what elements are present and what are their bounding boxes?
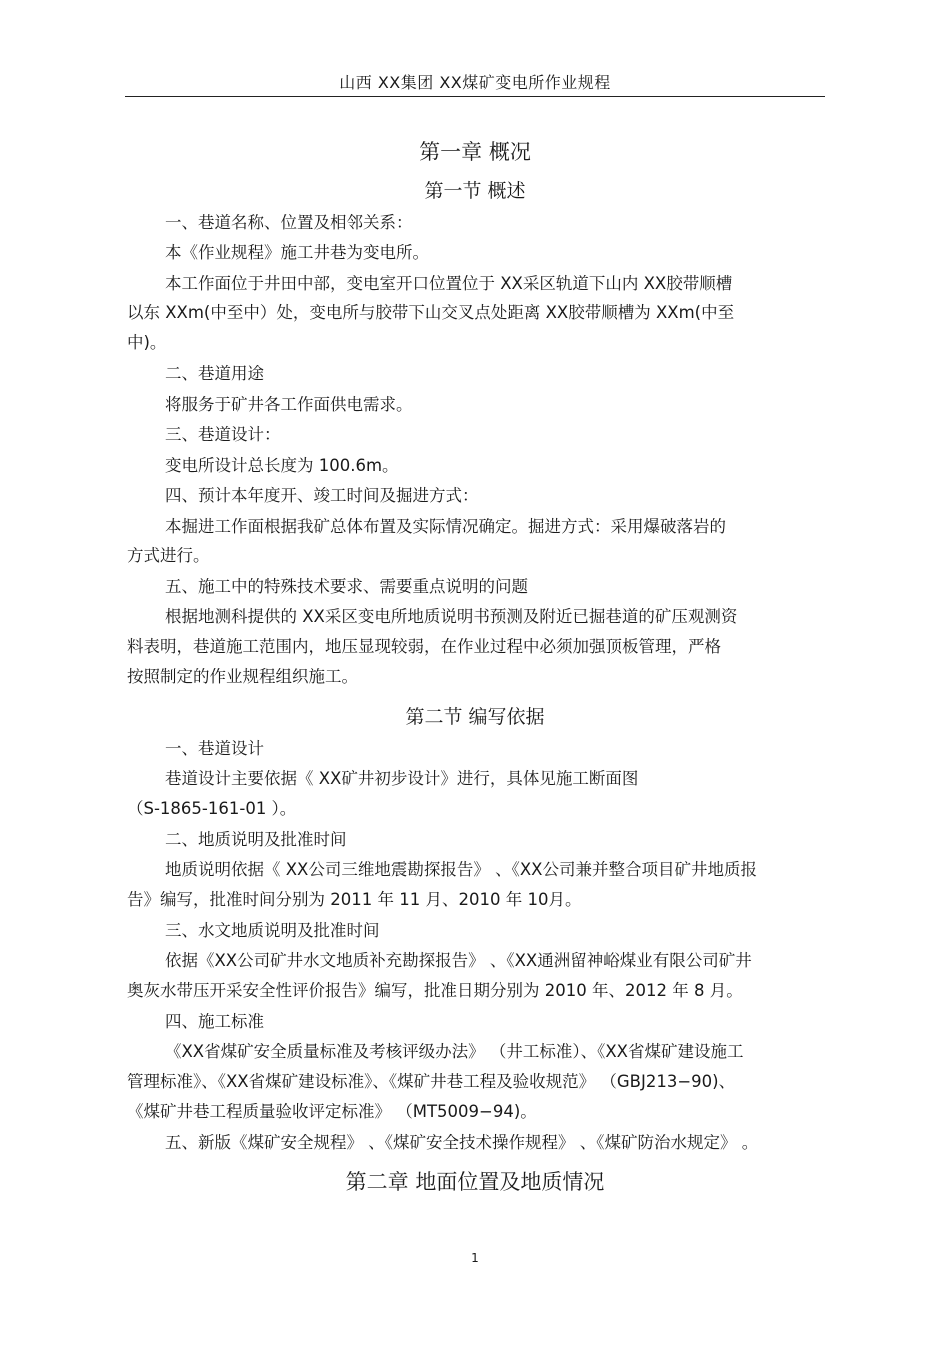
paragraph-line: 《煤矿井巷工程质量验收评定标准》 （MT5009−94)。 [127, 1102, 537, 1121]
heading-2-3: 三、水文地质说明及批准时间 [165, 921, 380, 940]
page-number: 1 [471, 1251, 479, 1265]
paragraph-line: 按照制定的作业规程组织施工。 [127, 667, 358, 686]
running-header: 山西 XX集团 XX煤矿变电所作业规程 [339, 73, 611, 92]
heading-1-5: 五、施工中的特殊技术要求、需要重点说明的问题 [165, 577, 528, 596]
paragraph-line: 变电所设计总长度为 100.6m。 [165, 456, 399, 475]
heading-2-2: 二、地质说明及批准时间 [165, 830, 347, 849]
heading-2-5: 五、新版《煤矿安全规程》 、《煤矿安全技术操作规程》 、《煤矿防治水规定》 。 [165, 1133, 759, 1152]
paragraph-line: 地质说明依据《 XX公司三维地震勘探报告》 、《XX公司兼并整合项目矿井地质报 [165, 860, 757, 879]
paragraph-line: 巷道设计主要依据《 XX矿井初步设计》进行，具体见施工断面图 [165, 769, 639, 788]
paragraph-line: 本《作业规程》施工井巷为变电所。 [165, 243, 429, 262]
paragraph-line: 《XX省煤矿安全质量标准及考核评级办法》 （井工标准）、《XX省煤矿建设施工 [165, 1042, 744, 1061]
chapter-1-title: 第一章 概况 [419, 140, 531, 164]
heading-1-1: 一、巷道名称、位置及相邻关系： [165, 213, 413, 232]
paragraph-line: 告》编写，批准时间分别为 2011 年 11 月、2010 年 10月。 [127, 890, 582, 909]
paragraph-line: 本掘进工作面根据我矿总体布置及实际情况确定。掘进方式：采用爆破落岩的 [165, 517, 726, 536]
heading-2-1: 一、巷道设计 [165, 739, 264, 758]
paragraph-line: 料表明，巷道施工范围内，地压显现较弱，在作业过程中必须加强顶板管理，严格 [127, 637, 721, 656]
heading-1-4: 四、预计本年度开、竣工时间及掘进方式： [165, 486, 479, 505]
paragraph-line: 方式进行。 [127, 546, 210, 565]
section-1-title: 第一节 概述 [424, 180, 526, 202]
paragraph-line: 以东 XXm(中至中）处，变电所与胶带下山交叉点处距离 XX胶带顺槽为 XXm(中至 [127, 303, 735, 322]
heading-1-2: 二、巷道用途 [165, 364, 264, 383]
header-rule [125, 96, 825, 97]
paragraph-line: 本工作面位于井田中部，变电室开口位置位于 XX采区轨道下山内 XX胶带顺槽 [165, 274, 733, 293]
paragraph-line: 依据《XX公司矿井水文地质补充勘探报告》 、《XX通洲留神峪煤业有限公司矿井 [165, 951, 752, 970]
heading-1-3: 三、巷道设计： [165, 425, 281, 444]
paragraph-line: 根据地测科提供的 XX采区变电所地质说明书预测及附近已掘巷道的矿压观测资 [165, 607, 738, 626]
paragraph-line: 将服务于矿井各工作面供电需求。 [165, 395, 413, 414]
paragraph-line: 管理标准》、《XX省煤矿建设标准》、《煤矿井巷工程及验收规范》 （GBJ213−90)、 [127, 1072, 736, 1091]
section-2-title: 第二节 编写依据 [405, 706, 545, 728]
paragraph-line: （S-1865-161-01 ）。 [127, 799, 297, 818]
heading-2-4: 四、施工标准 [165, 1012, 264, 1031]
paragraph-line: 中)。 [127, 333, 167, 352]
paragraph-line: 奥灰水带压开采安全性评价报告》编写，批准日期分别为 2010 年、2012 年 8 月。 [127, 981, 743, 1000]
chapter-2-title: 第二章 地面位置及地质情况 [345, 1170, 605, 1194]
